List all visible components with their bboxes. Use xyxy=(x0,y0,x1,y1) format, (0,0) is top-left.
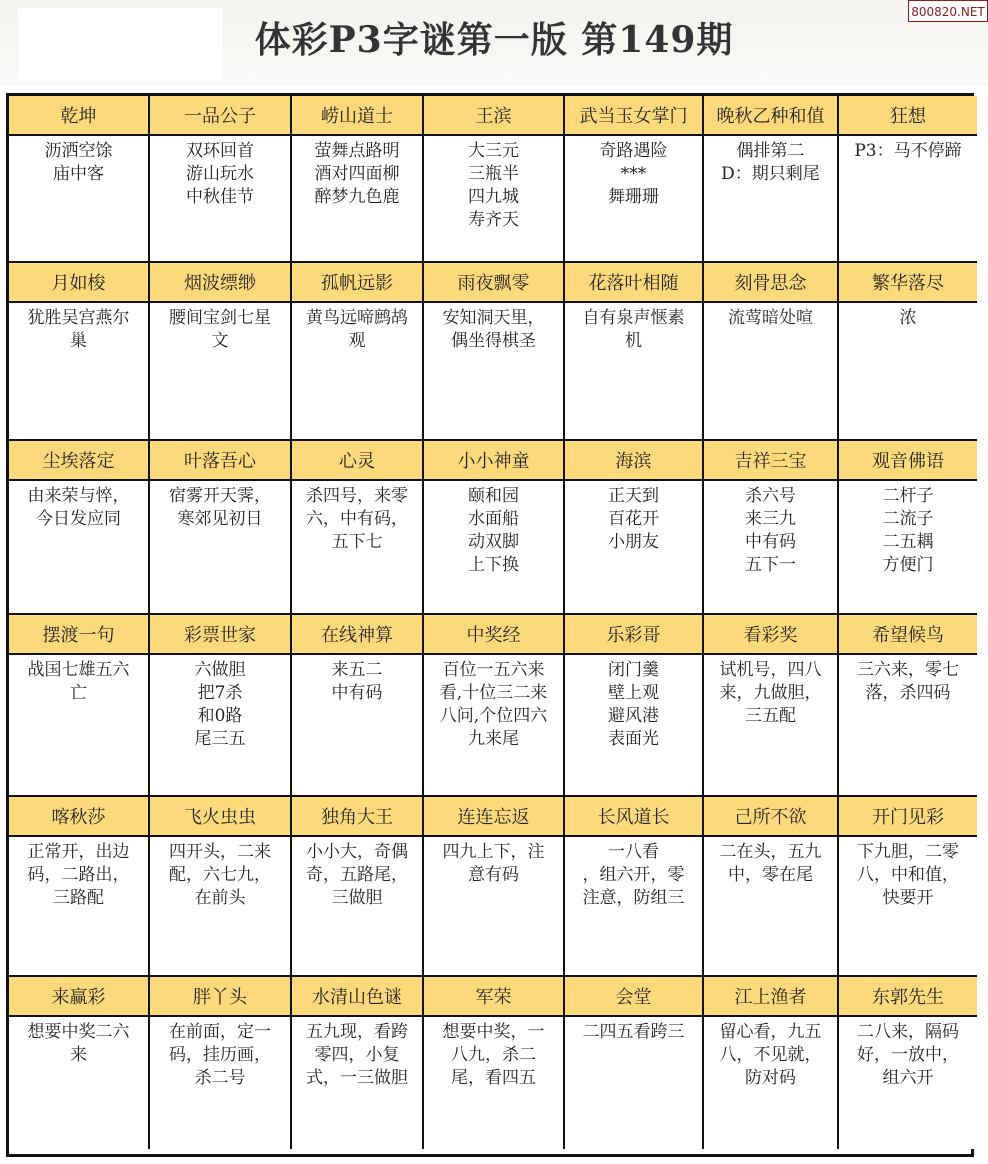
riddle-text-cell: 二在头，五九 中，零在尾 xyxy=(704,837,839,977)
riddle-text-cell: 奇路遇险 *** 舞珊珊 xyxy=(565,136,704,263)
riddle-text-cell: 萤舞点路明 酒对四面柳 醉梦九色鹿 xyxy=(292,136,424,263)
riddle-author-cell: 乐彩哥 xyxy=(565,615,704,655)
riddle-text-cell: 宿雾开天霁， 寒郊见初日 xyxy=(150,481,292,615)
riddle-author-cell: 军荣 xyxy=(424,977,565,1017)
riddle-author-cell: 胖丫头 xyxy=(150,977,292,1017)
riddle-author-cell: 独角大王 xyxy=(292,797,424,837)
riddle-text-cell: 双环回首 游山玩水 中秋佳节 xyxy=(150,136,292,263)
riddle-author-cell: 希望候鸟 xyxy=(839,615,977,655)
riddle-text-cell: 自有泉声惬素 机 xyxy=(565,303,704,441)
riddle-text-cell: 沥洒空馀 庙中客 xyxy=(9,136,150,263)
riddle-text-cell: 腰间宝剑七星 文 xyxy=(150,303,292,441)
riddle-text-cell: 犹胜吴宫燕尔 巢 xyxy=(9,303,150,441)
riddle-text-cell: 流莺暗处喧 xyxy=(704,303,839,441)
riddle-author-cell: 喀秋莎 xyxy=(9,797,150,837)
riddle-author-cell: 吉祥三宝 xyxy=(704,441,839,481)
riddle-author-cell: 来赢彩 xyxy=(9,977,150,1017)
riddle-text-cell: 闭门羹 壁上观 避风港 表面光 xyxy=(565,655,704,797)
riddle-author-cell: 己所不欲 xyxy=(704,797,839,837)
riddle-author-cell: 晚秋乙种和值 xyxy=(704,96,839,136)
riddle-author-cell: 烟波缥缈 xyxy=(150,263,292,303)
riddle-text-cell: 安知洞天里， 偶坐得棋圣 xyxy=(424,303,565,441)
riddle-text-cell: 下九胆，二零 八，中和值， 快要开 xyxy=(839,837,977,977)
riddle-text-cell: 一八看 ，组六开，零 注意，防组三 xyxy=(565,837,704,977)
riddle-author-cell: 海滨 xyxy=(565,441,704,481)
riddle-author-cell: 雨夜飘零 xyxy=(424,263,565,303)
riddle-author-cell: 中奖经 xyxy=(424,615,565,655)
riddle-author-cell: 长风道长 xyxy=(565,797,704,837)
riddle-text-cell: 五九现，看跨 零四，小复 式，一三做胆 xyxy=(292,1017,424,1149)
riddle-text-cell: 在前面，定一 码，挂历画， 杀二号 xyxy=(150,1017,292,1149)
riddle-text-cell: 小小大，奇偶 奇，五路尾， 三做胆 xyxy=(292,837,424,977)
riddle-text-cell: 二杆子 二流子 二五耦 方便门 xyxy=(839,481,977,615)
riddle-author-cell: 乾坤 xyxy=(9,96,150,136)
riddle-text-cell: 试机号，四八 来，九做胆， 三五配 xyxy=(704,655,839,797)
riddle-text-cell: 偶排第二 D：期只剩尾 xyxy=(704,136,839,263)
riddle-author-cell: 会堂 xyxy=(565,977,704,1017)
riddle-text-cell: 百位一五六来 看,十位三二来 八问,个位四六 九来尾 xyxy=(424,655,565,797)
riddle-author-cell: 观音佛语 xyxy=(839,441,977,481)
riddle-text-cell: 黄鸟远啼鹧鸪 观 xyxy=(292,303,424,441)
riddle-author-cell: 叶落吾心 xyxy=(150,441,292,481)
riddle-author-cell: 花落叶相随 xyxy=(565,263,704,303)
riddle-text-cell: 二四五看跨三 xyxy=(565,1017,704,1149)
riddle-text-cell: 杀四号，来零 六，中有码， 五下七 xyxy=(292,481,424,615)
site-watermark: 800820.NET xyxy=(908,0,988,22)
riddle-text-cell: 来五二 中有码 xyxy=(292,655,424,797)
riddle-text-cell: 正天到 百花开 小朋友 xyxy=(565,481,704,615)
riddle-author-cell: 飞火虫虫 xyxy=(150,797,292,837)
riddle-author-cell: 尘埃落定 xyxy=(9,441,150,481)
riddle-text-cell: 二八来，隔码 好，一放中， 组六开 xyxy=(839,1017,977,1149)
riddle-author-cell: 彩票世家 xyxy=(150,615,292,655)
riddle-author-cell: 孤帆远影 xyxy=(292,263,424,303)
riddle-author-cell: 在线神算 xyxy=(292,615,424,655)
riddle-author-cell: 摆渡一句 xyxy=(9,615,150,655)
riddle-text-cell: 杀六号 来三九 中有码 五下一 xyxy=(704,481,839,615)
riddle-author-cell: 江上渔者 xyxy=(704,977,839,1017)
page-title: 体彩P3字谜第一版 第149期 xyxy=(254,19,734,61)
riddle-author-cell: 连连忘返 xyxy=(424,797,565,837)
riddle-author-cell: 看彩奖 xyxy=(704,615,839,655)
riddle-table xyxy=(6,93,974,1157)
riddle-author-cell: 繁华落尽 xyxy=(839,263,977,303)
riddle-text-cell: 三六来，零七 落，杀四码 xyxy=(839,655,977,797)
riddle-author-cell: 一品公子 xyxy=(150,96,292,136)
riddle-author-cell: 开门见彩 xyxy=(839,797,977,837)
riddle-text-cell: 浓 xyxy=(839,303,977,441)
riddle-text-cell: 留心看，九五 八，不见就， 防对码 xyxy=(704,1017,839,1149)
riddle-author-cell: 东郭先生 xyxy=(839,977,977,1017)
riddle-author-cell: 王滨 xyxy=(424,96,565,136)
riddle-author-cell: 武当玉女掌门 xyxy=(565,96,704,136)
riddle-text-cell: 六做胆 把7杀 和0路 尾三五 xyxy=(150,655,292,797)
riddle-text-cell: 战国七雄五六 亡 xyxy=(9,655,150,797)
riddle-author-cell: 水清山色谜 xyxy=(292,977,424,1017)
riddle-text-cell: 颐和园 水面船 动双脚 上下换 xyxy=(424,481,565,615)
riddle-author-cell: 月如梭 xyxy=(9,263,150,303)
riddle-text-cell: 正常开，出边 码，二路出， 三路配 xyxy=(9,837,150,977)
riddle-author-cell: 崂山道士 xyxy=(292,96,424,136)
riddle-text-cell: 四九上下，注 意有码 xyxy=(424,837,565,977)
riddle-text-cell: 由来荣与悴， 今日发应同 xyxy=(9,481,150,615)
riddle-text-cell: 四开头，二来 配，六七九， 在前头 xyxy=(150,837,292,977)
riddle-author-cell: 小小神童 xyxy=(424,441,565,481)
riddle-author-cell: 刻骨思念 xyxy=(704,263,839,303)
riddle-text-cell: 大三元 三瓶半 四九城 寿齐天 xyxy=(424,136,565,263)
riddle-author-cell: 狂想 xyxy=(839,96,977,136)
riddle-text-cell: P3：马不停蹄 xyxy=(839,136,977,263)
riddle-text-cell: 想要中奖，一 八九，杀二 尾，看四五 xyxy=(424,1017,565,1149)
riddle-author-cell: 心灵 xyxy=(292,441,424,481)
riddle-text-cell: 想要中奖二六 来 xyxy=(9,1017,150,1149)
